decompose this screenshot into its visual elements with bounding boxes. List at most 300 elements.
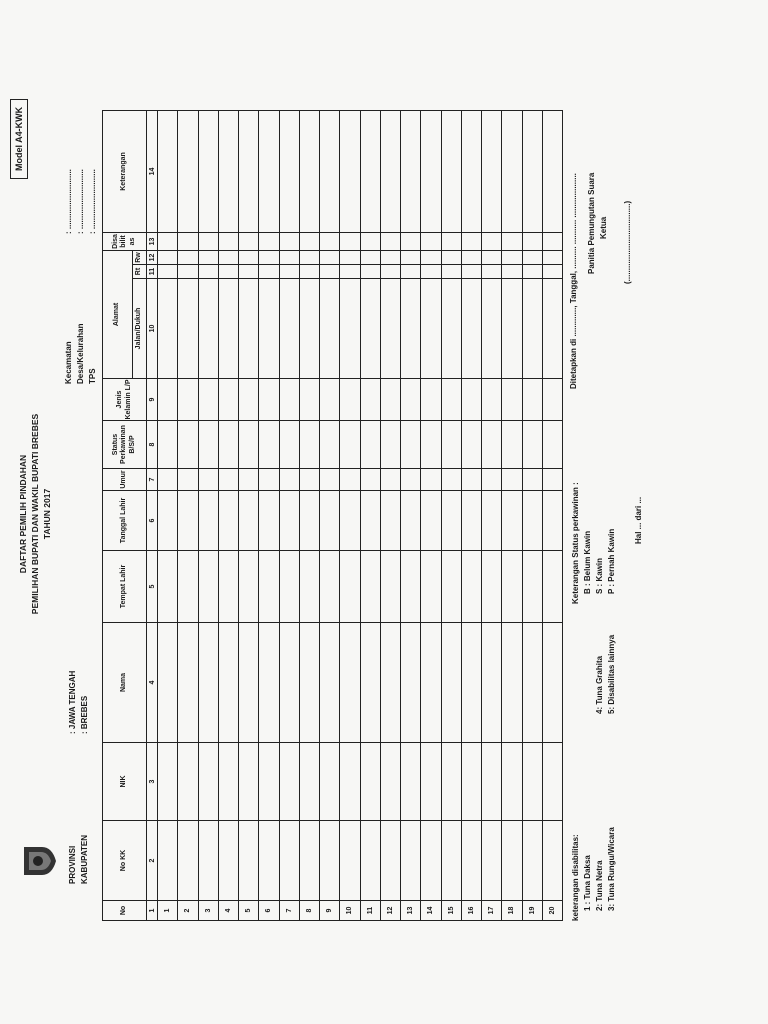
table-cell[interactable] xyxy=(360,491,380,551)
table-cell[interactable] xyxy=(340,821,360,901)
table-cell[interactable] xyxy=(279,265,299,279)
provinsi-label: PROVINSI xyxy=(68,845,77,884)
table-cell[interactable] xyxy=(461,421,481,469)
table-cell[interactable] xyxy=(542,623,562,743)
table-cell[interactable] xyxy=(502,232,522,250)
table-cell[interactable] xyxy=(320,491,340,551)
table-cell[interactable] xyxy=(158,821,178,901)
table-cell[interactable] xyxy=(299,421,319,469)
table-cell[interactable] xyxy=(178,623,198,743)
table-cell[interactable] xyxy=(441,279,461,379)
table-cell[interactable] xyxy=(320,551,340,623)
table-cell[interactable] xyxy=(542,250,562,264)
table-cell[interactable] xyxy=(340,279,360,379)
table-cell[interactable] xyxy=(380,421,400,469)
table-cell[interactable] xyxy=(158,551,178,623)
table-cell[interactable] xyxy=(198,279,218,379)
table-cell[interactable] xyxy=(441,469,461,491)
table-cell[interactable] xyxy=(380,379,400,421)
table-cell[interactable] xyxy=(259,110,279,232)
table-cell[interactable] xyxy=(502,250,522,264)
table-cell[interactable] xyxy=(340,551,360,623)
table-cell[interactable] xyxy=(340,379,360,421)
row-number: 5 xyxy=(239,901,259,921)
provinsi-value: : JAWA TENGAH xyxy=(68,670,77,734)
table-cell[interactable] xyxy=(461,551,481,623)
table-cell[interactable] xyxy=(239,110,259,232)
table-cell[interactable] xyxy=(461,379,481,421)
table-cell[interactable] xyxy=(299,279,319,379)
title-line-2: PEMILIHAN BUPATI DAN WAKIL BUPATI BREBES xyxy=(30,413,40,615)
table-cell[interactable] xyxy=(158,379,178,421)
table-cell[interactable] xyxy=(441,421,461,469)
table-cell[interactable] xyxy=(218,265,238,279)
table-cell[interactable] xyxy=(461,491,481,551)
table-cell[interactable] xyxy=(401,491,421,551)
table-cell[interactable] xyxy=(522,551,542,623)
table-cell[interactable] xyxy=(522,379,542,421)
table-cell[interactable] xyxy=(401,232,421,250)
table-cell[interactable] xyxy=(482,232,502,250)
table-cell[interactable] xyxy=(178,232,198,250)
table-cell[interactable] xyxy=(360,279,380,379)
table-cell[interactable] xyxy=(218,551,238,623)
table-cell[interactable] xyxy=(279,743,299,821)
table-cell[interactable] xyxy=(421,265,441,279)
table-cell[interactable] xyxy=(198,821,218,901)
table-cell[interactable] xyxy=(542,821,562,901)
row-number: 13 xyxy=(401,901,421,921)
table-cell[interactable] xyxy=(239,379,259,421)
table-cell[interactable] xyxy=(461,623,481,743)
column-number: 7 xyxy=(147,469,158,491)
table-cell[interactable] xyxy=(461,265,481,279)
table-cell[interactable] xyxy=(380,551,400,623)
table-row xyxy=(158,110,178,920)
table-cell[interactable] xyxy=(299,250,319,264)
kabupaten-label: KABUPATEN xyxy=(80,834,89,884)
table-cell[interactable] xyxy=(299,265,319,279)
table-cell[interactable] xyxy=(320,469,340,491)
table-cell[interactable] xyxy=(401,250,421,264)
disabilitas-title: keterangan disabilitas: xyxy=(571,834,580,921)
header-alamat: Alamat xyxy=(103,250,133,378)
table-cell[interactable] xyxy=(360,379,380,421)
table-cell[interactable] xyxy=(158,743,178,821)
table-cell[interactable] xyxy=(340,421,360,469)
table-cell[interactable] xyxy=(239,279,259,379)
table-cell[interactable] xyxy=(461,279,481,379)
table-cell[interactable] xyxy=(380,232,400,250)
table-cell[interactable] xyxy=(401,279,421,379)
table-cell[interactable] xyxy=(279,279,299,379)
table-cell[interactable] xyxy=(441,110,461,232)
table-cell[interactable] xyxy=(158,491,178,551)
table-cell[interactable] xyxy=(178,379,198,421)
table-cell[interactable] xyxy=(158,110,178,232)
table-cell[interactable] xyxy=(198,623,218,743)
table-cell[interactable] xyxy=(441,551,461,623)
row-number: 15 xyxy=(441,901,461,921)
table-cell[interactable] xyxy=(461,743,481,821)
table-cell[interactable] xyxy=(218,379,238,421)
table-cell[interactable] xyxy=(502,421,522,469)
table-cell[interactable] xyxy=(279,623,299,743)
table-cell[interactable] xyxy=(482,265,502,279)
table-cell[interactable] xyxy=(482,279,502,379)
table-cell[interactable] xyxy=(218,491,238,551)
table-cell[interactable] xyxy=(401,821,421,901)
table-cell[interactable] xyxy=(522,110,542,232)
table-cell[interactable] xyxy=(461,821,481,901)
table-cell[interactable] xyxy=(482,250,502,264)
table-cell[interactable] xyxy=(502,469,522,491)
table-cell[interactable] xyxy=(502,265,522,279)
table-cell[interactable] xyxy=(218,821,238,901)
table-cell[interactable] xyxy=(542,379,562,421)
table-cell[interactable] xyxy=(239,232,259,250)
table-cell[interactable] xyxy=(360,551,380,623)
model-label: Model A4-KWK xyxy=(10,99,28,179)
table-cell[interactable] xyxy=(441,250,461,264)
table-cell[interactable] xyxy=(178,491,198,551)
table-cell[interactable] xyxy=(441,491,461,551)
table-cell[interactable] xyxy=(360,743,380,821)
table-cell[interactable] xyxy=(522,232,542,250)
column-number: 11 xyxy=(147,265,158,279)
table-cell[interactable] xyxy=(178,265,198,279)
table-cell[interactable] xyxy=(218,279,238,379)
table-cell[interactable] xyxy=(178,250,198,264)
table-cell[interactable] xyxy=(239,265,259,279)
table-cell[interactable] xyxy=(522,250,542,264)
table-cell[interactable] xyxy=(360,250,380,264)
table-cell[interactable] xyxy=(482,821,502,901)
table-row xyxy=(360,110,380,920)
table-cell[interactable] xyxy=(239,821,259,901)
table-cell[interactable] xyxy=(340,623,360,743)
table-cell[interactable] xyxy=(340,469,360,491)
table-cell[interactable] xyxy=(340,743,360,821)
table-cell[interactable] xyxy=(542,265,562,279)
table-cell[interactable] xyxy=(259,265,279,279)
table-cell[interactable] xyxy=(299,379,319,421)
table-cell[interactable] xyxy=(198,491,218,551)
table-cell[interactable] xyxy=(380,491,400,551)
table-cell[interactable] xyxy=(360,821,380,901)
table-cell[interactable] xyxy=(360,623,380,743)
table-cell[interactable] xyxy=(380,743,400,821)
table-cell[interactable] xyxy=(401,110,421,232)
table-cell[interactable] xyxy=(441,821,461,901)
table-cell[interactable] xyxy=(482,491,502,551)
table-cell[interactable] xyxy=(502,551,522,623)
kabupaten-value: : BREBES xyxy=(80,695,89,734)
table-cell[interactable] xyxy=(461,469,481,491)
header-rt: Rt xyxy=(133,265,147,279)
table-cell[interactable] xyxy=(299,491,319,551)
table-cell[interactable] xyxy=(218,421,238,469)
table-cell[interactable] xyxy=(198,743,218,821)
table-cell[interactable] xyxy=(401,743,421,821)
table-cell[interactable] xyxy=(178,469,198,491)
table-cell[interactable] xyxy=(360,265,380,279)
table-cell[interactable] xyxy=(542,279,562,379)
table-cell[interactable] xyxy=(441,623,461,743)
table-cell[interactable] xyxy=(259,623,279,743)
table-cell[interactable] xyxy=(380,265,400,279)
table-cell[interactable] xyxy=(421,551,441,623)
table-cell[interactable] xyxy=(482,469,502,491)
table-cell[interactable] xyxy=(380,110,400,232)
table-cell[interactable] xyxy=(320,623,340,743)
table-cell[interactable] xyxy=(421,469,441,491)
table-cell[interactable] xyxy=(380,279,400,379)
table-cell[interactable] xyxy=(522,743,542,821)
table-cell[interactable] xyxy=(380,623,400,743)
table-cell[interactable] xyxy=(259,743,279,821)
table-cell[interactable] xyxy=(340,265,360,279)
table-cell[interactable] xyxy=(239,743,259,821)
table-cell[interactable] xyxy=(279,110,299,232)
table-cell[interactable] xyxy=(522,491,542,551)
table-row xyxy=(482,110,502,920)
table-cell[interactable] xyxy=(421,279,441,379)
table-cell[interactable] xyxy=(259,551,279,623)
table-cell[interactable] xyxy=(502,379,522,421)
table-cell[interactable] xyxy=(482,551,502,623)
table-cell[interactable] xyxy=(279,232,299,250)
table-cell[interactable] xyxy=(259,379,279,421)
table-cell[interactable] xyxy=(421,821,441,901)
table-cell[interactable] xyxy=(482,379,502,421)
table-cell[interactable] xyxy=(178,110,198,232)
table-cell[interactable] xyxy=(239,623,259,743)
table-cell[interactable] xyxy=(198,421,218,469)
table-cell[interactable] xyxy=(421,250,441,264)
table-cell[interactable] xyxy=(320,279,340,379)
table-cell[interactable] xyxy=(158,232,178,250)
table-cell[interactable] xyxy=(522,279,542,379)
table-cell[interactable] xyxy=(441,379,461,421)
table-cell[interactable] xyxy=(320,379,340,421)
table-row xyxy=(299,110,319,920)
table-cell[interactable] xyxy=(320,232,340,250)
page-indicator: Hal ... dari ... xyxy=(634,496,643,544)
table-cell[interactable] xyxy=(461,250,481,264)
table-cell[interactable] xyxy=(279,821,299,901)
table-cell[interactable] xyxy=(279,491,299,551)
table-cell[interactable] xyxy=(522,265,542,279)
table-cell[interactable] xyxy=(299,821,319,901)
table-cell[interactable] xyxy=(279,421,299,469)
table-cell[interactable] xyxy=(198,232,218,250)
disabilitas-2: 2: Tuna Netra xyxy=(595,860,604,911)
table-cell[interactable] xyxy=(482,623,502,743)
table-cell[interactable] xyxy=(218,232,238,250)
table-cell[interactable] xyxy=(279,379,299,421)
table-cell[interactable] xyxy=(218,469,238,491)
table-cell[interactable] xyxy=(259,821,279,901)
table-cell[interactable] xyxy=(299,743,319,821)
table-cell[interactable] xyxy=(522,469,542,491)
table-cell[interactable] xyxy=(421,491,441,551)
table-cell[interactable] xyxy=(158,421,178,469)
table-cell[interactable] xyxy=(299,551,319,623)
table-cell[interactable] xyxy=(421,623,441,743)
table-row xyxy=(259,110,279,920)
table-cell[interactable] xyxy=(218,623,238,743)
table-cell[interactable] xyxy=(178,279,198,379)
table-cell[interactable] xyxy=(380,821,400,901)
table-cell[interactable] xyxy=(239,469,259,491)
table-cell[interactable] xyxy=(502,821,522,901)
table-cell[interactable] xyxy=(360,421,380,469)
row-number: 19 xyxy=(522,901,542,921)
table-cell[interactable] xyxy=(401,421,421,469)
tps-value: : ........................... xyxy=(88,169,97,234)
table-cell[interactable] xyxy=(259,491,279,551)
table-cell[interactable] xyxy=(239,491,259,551)
table-cell[interactable] xyxy=(522,821,542,901)
table-cell[interactable] xyxy=(340,232,360,250)
table-cell[interactable] xyxy=(502,743,522,821)
table-cell[interactable] xyxy=(421,110,441,232)
table-cell[interactable] xyxy=(421,379,441,421)
header-nik: NIK xyxy=(103,743,147,821)
table-cell[interactable] xyxy=(441,743,461,821)
table-cell[interactable] xyxy=(259,232,279,250)
column-number: 13 xyxy=(147,232,158,250)
column-number: 2 xyxy=(147,821,158,901)
table-cell[interactable] xyxy=(502,279,522,379)
table-cell[interactable] xyxy=(360,232,380,250)
table-row xyxy=(401,110,421,920)
table-cell[interactable] xyxy=(380,250,400,264)
table-cell[interactable] xyxy=(218,110,238,232)
table-cell[interactable] xyxy=(522,623,542,743)
table-cell[interactable] xyxy=(320,421,340,469)
row-number: 8 xyxy=(299,901,319,921)
table-cell[interactable] xyxy=(401,379,421,421)
table-cell[interactable] xyxy=(299,469,319,491)
table-cell[interactable] xyxy=(239,421,259,469)
table-cell[interactable] xyxy=(198,265,218,279)
table-cell[interactable] xyxy=(218,250,238,264)
table-cell[interactable] xyxy=(259,279,279,379)
table-cell[interactable] xyxy=(542,110,562,232)
table-cell[interactable] xyxy=(340,110,360,232)
table-cell[interactable] xyxy=(482,743,502,821)
kecamatan-value: : ........................... xyxy=(64,169,73,234)
table-cell[interactable] xyxy=(320,250,340,264)
table-cell[interactable] xyxy=(218,743,238,821)
table-cell[interactable] xyxy=(279,250,299,264)
table-cell[interactable] xyxy=(542,469,562,491)
table-cell[interactable] xyxy=(239,250,259,264)
table-cell[interactable] xyxy=(482,110,502,232)
table-cell[interactable] xyxy=(198,379,218,421)
table-cell[interactable] xyxy=(198,110,218,232)
table-cell[interactable] xyxy=(461,110,481,232)
table-cell[interactable] xyxy=(259,469,279,491)
row-number: 1 xyxy=(158,901,178,921)
table-cell[interactable] xyxy=(542,421,562,469)
table-cell[interactable] xyxy=(401,623,421,743)
table-cell[interactable] xyxy=(259,250,279,264)
table-cell[interactable] xyxy=(259,421,279,469)
table-cell[interactable] xyxy=(198,250,218,264)
table-cell[interactable] xyxy=(320,110,340,232)
table-cell[interactable] xyxy=(299,232,319,250)
table-cell[interactable] xyxy=(178,421,198,469)
table-cell[interactable] xyxy=(158,623,178,743)
table-cell[interactable] xyxy=(320,743,340,821)
header-no: No xyxy=(103,901,147,921)
panitia-label: Panitia Pemungutan Suara xyxy=(587,172,596,274)
table-cell[interactable] xyxy=(542,551,562,623)
table-cell[interactable] xyxy=(299,110,319,232)
table-row xyxy=(542,110,562,920)
table-cell[interactable] xyxy=(158,265,178,279)
table-cell[interactable] xyxy=(320,821,340,901)
table-cell[interactable] xyxy=(198,469,218,491)
table-cell[interactable] xyxy=(421,232,441,250)
table-cell[interactable] xyxy=(421,421,441,469)
header-no-kk: No KK xyxy=(103,821,147,901)
table-cell[interactable] xyxy=(178,821,198,901)
table-cell[interactable] xyxy=(299,623,319,743)
table-cell[interactable] xyxy=(441,265,461,279)
table-cell[interactable] xyxy=(340,491,360,551)
table-cell[interactable] xyxy=(542,743,562,821)
voter-table xyxy=(102,110,563,921)
table-cell[interactable] xyxy=(502,623,522,743)
table-cell[interactable] xyxy=(178,743,198,821)
perkawinan-p: P : Pernah Kawin xyxy=(607,528,616,594)
table-cell[interactable] xyxy=(380,469,400,491)
table-cell[interactable] xyxy=(360,469,380,491)
table-cell[interactable] xyxy=(279,551,299,623)
table-cell[interactable] xyxy=(401,265,421,279)
table-cell[interactable] xyxy=(360,110,380,232)
table-cell[interactable] xyxy=(401,469,421,491)
table-cell[interactable] xyxy=(401,551,421,623)
column-number: 6 xyxy=(147,491,158,551)
table-cell[interactable] xyxy=(502,110,522,232)
table-cell[interactable] xyxy=(198,551,218,623)
table-cell[interactable] xyxy=(279,469,299,491)
table-row xyxy=(198,110,218,920)
table-cell[interactable] xyxy=(542,491,562,551)
column-number: 8 xyxy=(147,421,158,469)
table-cell[interactable] xyxy=(340,250,360,264)
table-cell[interactable] xyxy=(320,265,340,279)
table-cell[interactable] xyxy=(522,421,542,469)
table-cell[interactable] xyxy=(421,743,441,821)
table-cell[interactable] xyxy=(482,421,502,469)
table-cell[interactable] xyxy=(502,491,522,551)
table-cell[interactable] xyxy=(158,279,178,379)
table-cell[interactable] xyxy=(461,232,481,250)
table-cell[interactable] xyxy=(178,551,198,623)
table-cell[interactable] xyxy=(239,551,259,623)
table-cell[interactable] xyxy=(441,232,461,250)
table-row xyxy=(340,110,360,920)
table-cell[interactable] xyxy=(542,232,562,250)
table-cell[interactable] xyxy=(158,250,178,264)
table-cell[interactable] xyxy=(158,469,178,491)
